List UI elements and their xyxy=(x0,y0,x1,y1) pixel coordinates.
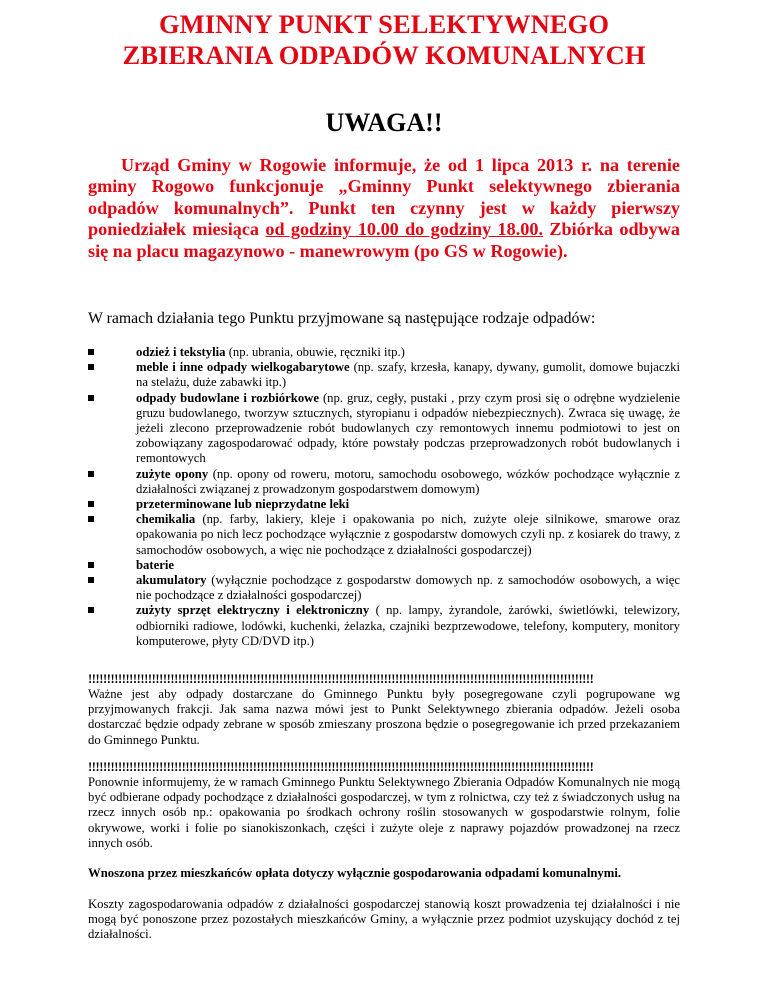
list-item xyxy=(88,603,680,649)
intro-paragraph: W ramach działania tego Punktu przyjmowane są następujące rodzaje odpadów: xyxy=(88,310,596,327)
list-item xyxy=(88,573,680,603)
item-name: meble i inne odpady wielkogabarytowe xyxy=(136,360,350,375)
list-item xyxy=(88,360,680,390)
bullet-icon xyxy=(88,349,94,355)
item-name: zużyty sprzęt elektryczny i elektroniczny xyxy=(136,603,370,618)
exclamation-separator: !!!!!!!!!!!!!!!!!!!!!!!!!!!!!!!!!!!!!!!!!!!!!!!!!!!!!!!!!!!!!!!!!!!!!!!!!!!!!!!!!!!!!!!!!!!!!!!!!!!!!!!!!!!!!!!!!!!!!!!!!!!!!!!!!!!!!!! xyxy=(88,672,594,686)
item-name: przeterminowane lub nieprzydatne leki xyxy=(136,497,350,512)
list-item xyxy=(88,558,680,573)
list-item xyxy=(88,467,680,497)
item-name: baterie xyxy=(136,557,175,572)
item-name: akumulatory xyxy=(136,573,207,588)
item-name: odpady budowlane i rozbiórkowe xyxy=(136,390,319,405)
fee-text: Wnoszona przez mieszkańców opłata dotyczy wyłącznie gospodarowania odpadami komunalnymi. xyxy=(88,866,622,880)
announcement-part-2: Zbiórka odbywa się na placu magazynowo - manewrowym (po GS w Rogowie). xyxy=(88,219,680,261)
item-description: (np. gruz, cegły, pustaki , przy czym prosi się o odrębne wydzielenie gruzu budowlanego, tworzyw sztucznych, styropianu i odpadów niebezpiecznych). Zwraca się uwagę, że jeżeli zlecono przeprowadzenie robót budowlanych czy remontowych innemu podmiotowi to jest on zobowiązany zagospodarować odpady, które powstały podczas przeprowadzonych robót budowlanych i remontowych xyxy=(136,390,680,466)
bullet-icon xyxy=(88,516,94,522)
announcement-paragraph xyxy=(88,155,680,262)
announcement-hours: od godziny 10.00 do godziny 18.00. xyxy=(265,219,544,240)
title-line-2: ZBIERANIA ODPADÓW KOMUNALNYCH xyxy=(122,40,646,70)
list-item xyxy=(88,391,680,467)
fee-paragraph xyxy=(88,866,680,881)
bullet-icon xyxy=(88,501,94,507)
bullet-icon xyxy=(88,364,94,370)
item-description: ( np. lampy, żyrandole, żarówki, świetlówki, telewizory, odbiorniki radiowe, lodówki, kuchenki, żelazka, czajniki bezprzewodowe, telefony, komputery, monitory komputerowe, płyty CD/DVD itp.) xyxy=(136,603,680,648)
exclamation-separator: !!!!!!!!!!!!!!!!!!!!!!!!!!!!!!!!!!!!!!!!!!!!!!!!!!!!!!!!!!!!!!!!!!!!!!!!!!!!!!!!!!!!!!!!!!!!!!!!!!!!!!!!!!!!!!!!!!!!!!!!!!!!!!!!!!!!!!! xyxy=(88,760,594,774)
bullet-icon xyxy=(88,395,94,401)
list-item xyxy=(88,512,680,558)
costs-paragraph: Koszty zagospodarowania odpadów z działalności gospodarczej stanowią koszt prowadzenia tej działalności i nie mogą być ponoszone przez pozostałych mieszkańców Gminy, a wyłącznie przez podmiot uzyskujący dochód z tej działalności. xyxy=(88,897,680,942)
item-name: odzież i tekstylia xyxy=(136,345,226,359)
announcement-part-1: Urząd Gminy w Rogowie informuje, że od 1 lipca 2013 r. na terenie gminy Rogowo funkcjonuje „Gminny Punkt selektywnego zbierania odpadów komunalnych”. Punkt ten czynny jest w każdy pierwszy poniedziałek miesiąca xyxy=(88,155,680,240)
bullet-icon xyxy=(88,577,94,583)
document-title xyxy=(88,9,680,71)
warning-heading: UWAGA!! xyxy=(325,108,443,137)
item-name: chemikalia xyxy=(136,512,196,527)
item-description: (wyłącznie pochodzące z gospodarstw domowych np. z samochodów osobowych, a więc nie pochodzące z działalności gospodarczej) xyxy=(136,573,680,603)
waste-types-list xyxy=(88,345,680,649)
list-item xyxy=(88,497,680,512)
business-waste-paragraph: Ponownie informujemy, że w ramach Gminnego Punktu Selektywnego Zbierania Odpadów Komunalnych nie mogą być odbierane odpady pochodzące z działalności gospodarczej, w tym z rolnictwa, czy też z świadczonych usług na rzecz innych osób np.: opakowania po środkach ochrony roślin stosowanych w gospodarstwie rolnym, folie okrywowe, worki i folie po sianokiszonkach, części i zużyte oleje z naprawy pojazdów prowadzonej na rzecz innych osób. xyxy=(88,775,680,850)
item-description: (np. opony od roweru, motoru, samochodu osobowego, wózków pochodzące wyłącznie z działalności związanej z prowadzonym gospodarstwem domowym) xyxy=(136,466,680,496)
item-description: (np. farby, lakiery, kleje i opakowania po nich, zużyte oleje silnikowe, smarowe oraz opakowania po nich lecz pochodzące wyłącznie z gospodarstw domowych czyli np. z kosiarek do trawy, z samochodów osobowych, a więc nie pochodzące z działalności gospodarczej) xyxy=(136,512,680,557)
bullet-icon xyxy=(88,607,94,613)
bullet-icon xyxy=(88,562,94,568)
segregation-paragraph: Ważne jest aby odpady dostarczane do Gminnego Punktu były posegregowane czyli pogrupowane wg przyjmowanych frakcji. Jak sama nazwa mówi jest to Punkt Selektywnego zbierania odpadów. Jeżeli osoba dostarczać będzie odpady zebrane w sposób zmieszany proszona będzie o posegregowanie ich przed przekazaniem do Gminnego Punktu. xyxy=(88,687,680,747)
title-line-1: GMINNY PUNKT SELEKTYWNEGO xyxy=(158,9,610,39)
item-description: (np. szafy, krzesła, kanapy, dywany, gumolit, domowe bujaczki na stelażu, duże zabawki itp.) xyxy=(136,360,680,390)
item-name: zużyte opony xyxy=(136,466,209,481)
item-description: (np. ubrania, obuwie, ręczniki itp.) xyxy=(225,345,405,359)
list-item xyxy=(88,345,680,360)
bullet-icon xyxy=(88,471,94,477)
